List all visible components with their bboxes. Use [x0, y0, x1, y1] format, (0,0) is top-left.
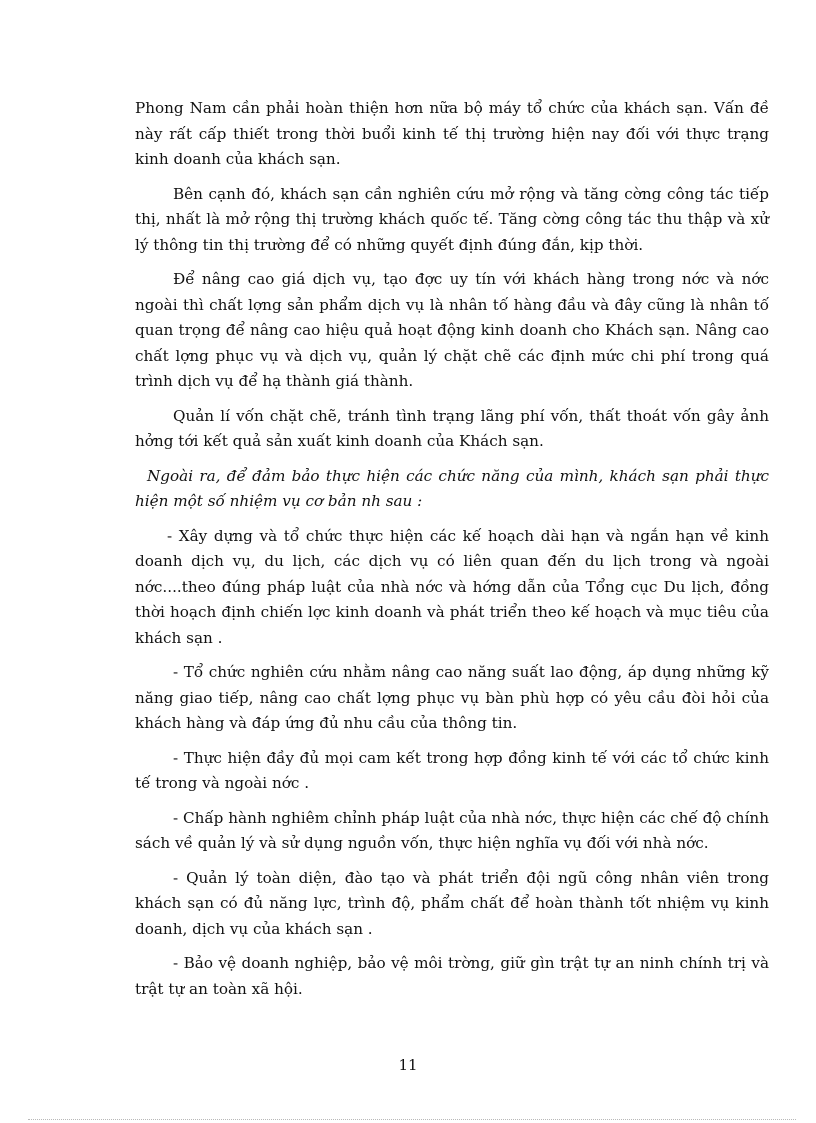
page-number: 11 [398, 1056, 418, 1074]
list-item-contract-commitments: - Thực hiện đầy đủ mọi cam kết trong hợp đồng kinh tế với các tổ chức kinh tế trong và ngoài nớc . [135, 748, 769, 792]
paragraph-marketing-research: Bên cạnh đó, khách sạn cần nghiên cứu mở rộng và tăng cờng công tác tiếp thị, nhất là mở rộng thị trường khách quốc tế. Tăng cờng công tác thu thập và xử lý thông tin thị trường để có những quyết định đúng đắn, kịp thời. [135, 184, 769, 254]
paragraph-hotel-organization: Phong Nam cần phải hoàn thiện hơn nữa bộ máy tổ chức của khách sạn. Vấn đề này rất cấp thiết trong thời buổi kinh tế thị trường hiện nay đối với thực trạng kinh doanh của khách sạn. [135, 99, 769, 168]
list-item-staff-development: - Quản lý toàn diện, đào tạo và phát triển đội ngũ công nhân viên trong khách sạn có đủ năng lực, trình độ, phẩm chất để hoàn thành tốt nhiệm vụ kinh doanh, dịch vụ của khách sạn . [135, 868, 769, 938]
page-bottom-border [28, 1119, 796, 1120]
paragraph-capital-management: Quản lí vốn chặt chẽ, tránh tình trạng lãng phí vốn, thất thoát vốn gây ảnh hởng tới kết quả sản xuất kinh doanh của Khách sạn. [135, 406, 769, 450]
paragraph-tasks-intro: Ngoài ra, để đảm bảo thực hiện các chức năng của mình, khách sạn phải thực hiện một số nhiệm vụ cơ bản nh sau : [135, 466, 769, 510]
list-item-law-compliance: - Chấp hành nghiêm chỉnh pháp luật của nhà nớc, thực hiện các chế độ chính sách về quản lý và sử dụng nguồn vốn, thực hiện nghĩa vụ đối với nhà nớc. [135, 808, 769, 852]
list-item-business-plans: - Xây dựng và tổ chức thực hiện các kế hoạch dài hạn và ngắn hạn về kinh doanh dịch vụ, du lịch, các dịch vụ có liên quan đến du lịch trong và ngoài nớc....theo đúng pháp luật của nhà nớc và hớng dẫn của Tổng cục Du lịch, đồng thời hoạch định chiến lợc kinh doanh và phát triển theo kế hoạch và mục tiêu của khách sạn . [135, 526, 769, 647]
list-item-productivity-research: - Tổ chức nghiên cứu nhằm nâng cao năng suất lao động, áp dụng những kỹ năng giao tiếp, nâng cao chất lợng phục vụ bàn phù hợp có yêu cầu đòi hỏi của khách hàng và đáp ứng đủ nhu cầu của thông tin. [135, 663, 769, 732]
list-item-security-environment: - Bảo vệ doanh nghiệp, bảo vệ môi trờng, giữ gìn trật tự an ninh chính trị và trật tự an toàn xã hội. [135, 954, 769, 998]
document-body [135, 96, 769, 1011]
paragraph-service-quality: Để nâng cao giá dịch vụ, tạo đợc uy tín với khách hàng trong nớc và nớc ngoài thì chất lợng sản phẩm dịch vụ là nhân tố hàng đầu và đây cũng là nhân tố quan trọng để nâng cao hiệu quả hoạt động kinh doanh cho Khách sạn. Nâng cao chất lợng phục vụ và dịch vụ, quản lý chặt chẽ các định mức chi phí trong quá trình dịch vụ để hạ thành giá thành. [135, 270, 769, 390]
